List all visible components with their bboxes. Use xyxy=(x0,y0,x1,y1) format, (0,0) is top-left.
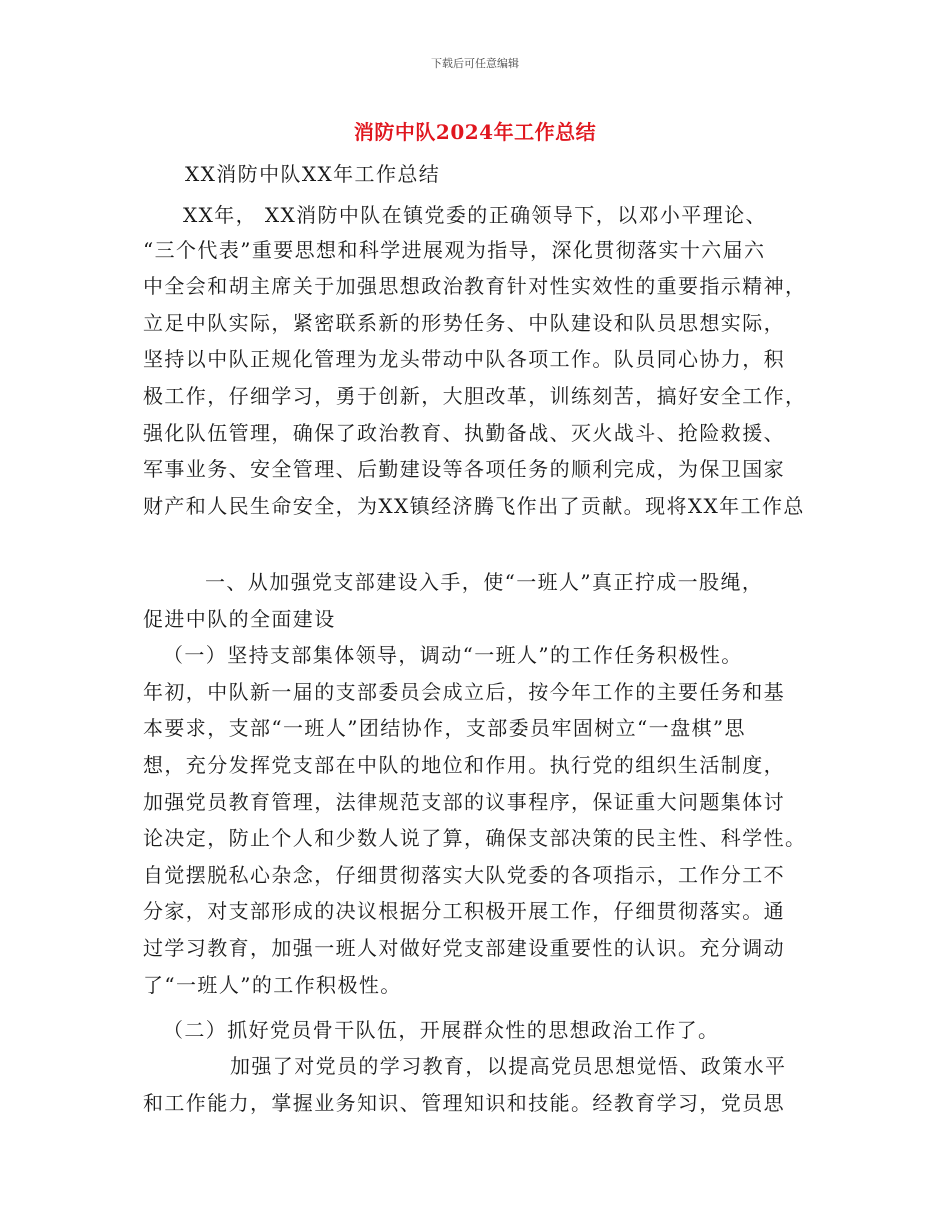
paragraph-line: 军事业务、安全管理、后勤建设等各项任务的顺利完成，为保卫国家 xyxy=(143,457,785,481)
paragraph-line: 论决定，防止个人和少数人说了算，确保支部决策的民主性、科学性。 xyxy=(143,826,807,850)
subsection-heading: （一）坚持支部集体领导，调动“一班人”的工作任务积极性。 xyxy=(163,643,743,667)
document-title: 消防中队2024年工作总结 xyxy=(353,120,597,144)
paragraph-line: 坚持以中队正规化管理为龙头带动中队各项工作。队员同心协力，积 xyxy=(143,347,785,371)
paragraph-line: 过学习教育，加强一班人对做好党支部建设重要性的认识。充分调动 xyxy=(143,936,785,960)
paragraph-line: 和工作能力，掌握业务知识、管理知识和技能。经教育学习，党员思 xyxy=(143,1091,785,1115)
paragraph-line: 分家，对支部形成的决议根据分工积极开展工作，仔细贯彻落实。通 xyxy=(143,899,785,923)
paragraph-line: XX年， XX消防中队在镇党委的正确领导下，以邓小平理论、 xyxy=(183,203,767,227)
paragraph-line: 中全会和胡主席关于加强思想政治教育针对性实效性的重要指示精神， xyxy=(143,274,807,298)
paragraph-line: 财产和人民生命安全，为XX镇经济腾飞作出了贡献。现将XX年工作总 xyxy=(143,494,805,518)
paragraph-line: 年初，中队新一届的支部委员会成立后，按今年工作的主要任务和基 xyxy=(143,680,785,704)
header-note: 下载后可任意编辑 xyxy=(431,57,519,70)
paragraph-line: 极工作，仔细学习，勇于创新，大胆改革，训练刻苦，搞好安全工作， xyxy=(143,384,807,408)
paragraph-line: 想，充分发挥党支部在中队的地位和作用。执行党的组织生活制度， xyxy=(143,753,785,777)
paragraph-line: 强化队伍管理，确保了政治教育、执勤备战、灭火战斗、抢险救援、 xyxy=(143,421,785,445)
paragraph-line: 本要求，支部“一班人”团结协作，支部委员牢固树立“一盘棋”思 xyxy=(143,716,746,740)
paragraph-line: 加强党员教育管理，法律规范支部的议事程序，保证重大问题集体讨 xyxy=(143,790,785,814)
subtitle-line: XX消防中队XX年工作总结 xyxy=(185,162,441,186)
section-heading: 一、从加强党支部建设入手，使“一班人”真正拧成一股绳， xyxy=(205,570,764,594)
paragraph-line: 了“一班人”的工作积极性。 xyxy=(143,973,402,997)
subsection-heading: （二）抓好党员骨干队伍，开展群众性的思想政治工作了。 xyxy=(163,1018,720,1042)
paragraph-line: “三个代表”重要思想和科学进展观为指导，深化贯彻落实十六届六 xyxy=(143,238,766,262)
paragraph-line: 自觉摆脱私心杂念，仔细贯彻落实大队党委的各项指示，工作分工不 xyxy=(143,863,785,887)
paragraph-line: 加强了对党员的学习教育，以提高党员思想觉悟、政策水平 xyxy=(230,1054,787,1078)
paragraph-line: 立足中队实际，紧密联系新的形势任务、中队建设和队员思想实际， xyxy=(143,311,785,335)
section-heading: 促进中队的全面建设 xyxy=(143,607,336,631)
